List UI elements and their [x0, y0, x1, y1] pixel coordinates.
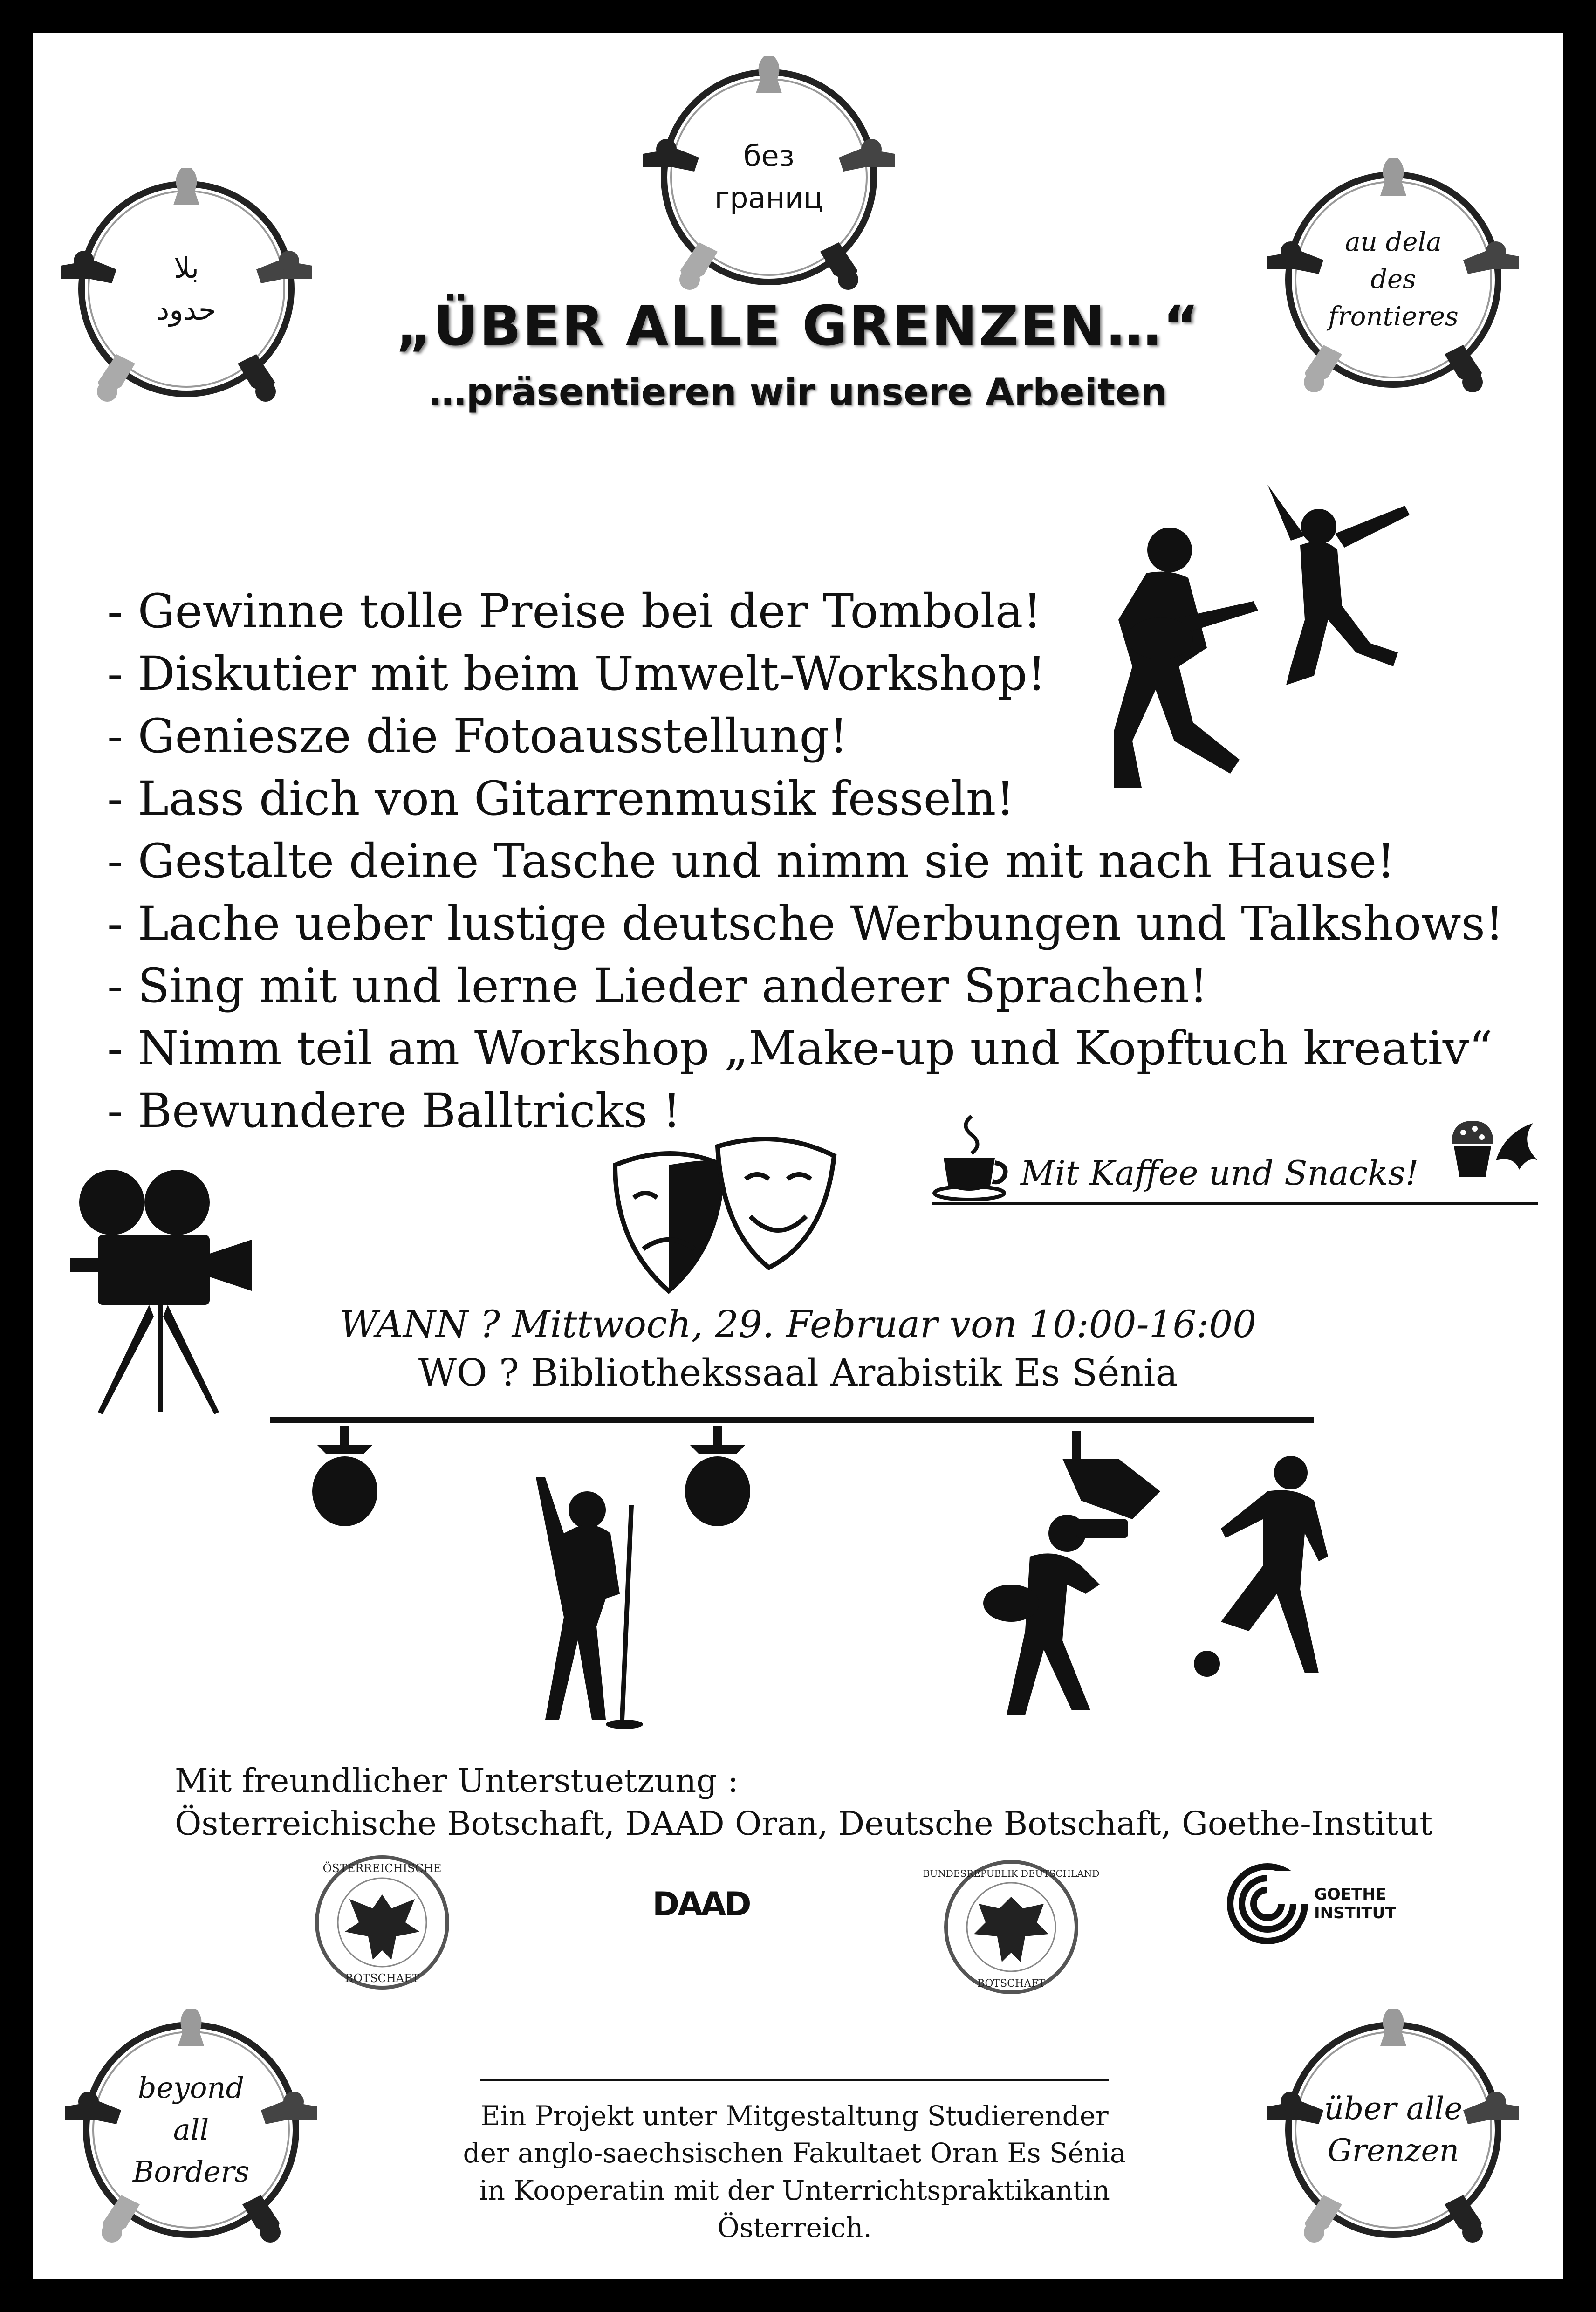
emblem-text: Borders: [132, 2154, 250, 2189]
credits-line: Ein Projekt unter Mitgestaltung Studierender: [480, 2100, 1109, 2132]
credits: [359, 2097, 1230, 2246]
goethe-text-line: INSTITUT: [1314, 1904, 1396, 1922]
emblem-text: beyond: [137, 2071, 245, 2105]
austrian-embassy-seal: [312, 1852, 452, 1992]
activities-list: [107, 580, 1505, 1142]
emblem-text: all: [173, 2113, 209, 2147]
list-item: - Diskutier mit beim Umwelt-Workshop!: [107, 646, 1046, 701]
seal-text: BOTSCHAFT: [977, 1978, 1046, 1990]
goethe-spiral-icon: [1226, 1862, 1309, 1946]
croissant-icon: [1486, 1118, 1542, 1188]
emblem-text: au dela: [1345, 227, 1442, 257]
singer-icon: [517, 1477, 666, 1729]
snacks-label: Mit Kaffee und Snacks!: [1021, 1153, 1419, 1193]
list-item: - Gestalte deine Tasche und nimm sie mit nach Hause!: [107, 834, 1396, 888]
emblem-bottom-right: [1263, 1999, 1524, 2260]
credits-line: Österreich.: [717, 2212, 872, 2243]
event-where: WO ? Bibliothekssaal Arabistik Es Sénia: [418, 1351, 1178, 1394]
spotlight-icon: [671, 1426, 764, 1529]
coffee-cup-icon: [932, 1111, 1011, 1205]
emblem-top-center: [638, 47, 899, 308]
emblem-text: حدود: [156, 293, 217, 327]
poster: [33, 33, 1563, 2279]
support-section: [175, 1759, 1526, 1845]
list-item: - Geniesze die Fotoausstellung!: [107, 709, 848, 763]
credits-line: der anglo-saechsischen Fakultaet Oran Es Sénia: [463, 2137, 1126, 2169]
credits-divider: [480, 2079, 1109, 2081]
event-when: WANN ? Mittwoch, 29. Februar von 10:00-16:00: [339, 1303, 1257, 1346]
event-info: [33, 1300, 1563, 1397]
poster-title: „ÜBER ALLE GRENZEN…“: [396, 294, 1200, 358]
emblem-text: بلا: [173, 251, 199, 285]
list-item: - Gewinne tolle Preise bei der Tombola!: [107, 584, 1042, 638]
seal-text: ÖSTERREICHISCHE: [322, 1862, 442, 1875]
credits-line: in Kooperatin mit der Unterrichtspraktikantin: [479, 2175, 1110, 2206]
emblem-bottom-left: [61, 1999, 322, 2260]
football-player-icon: [1198, 1454, 1347, 1687]
theater-masks-icon: [606, 1128, 848, 1305]
photographer-icon: [974, 1510, 1142, 1724]
poster-subtitle: …präsentieren wir unsere Arbeiten: [429, 370, 1167, 414]
emblem-text: des: [1370, 264, 1416, 295]
stage-rail: [270, 1417, 1314, 1423]
goethe-text-line: GOETHE: [1314, 1885, 1386, 1904]
emblem-text: über alle: [1324, 2091, 1463, 2127]
seal-text: BUNDESREPUBLIK DEUTSCHLAND: [923, 1868, 1100, 1879]
list-item: - Bewundere Balltricks !: [107, 1084, 681, 1138]
list-item: - Sing mit und lerne Lieder anderer Sprachen!: [107, 959, 1208, 1013]
german-embassy-seal: [923, 1857, 1100, 1997]
seal-text: BOTSCHAFT: [345, 1972, 419, 1985]
spotlight-icon: [298, 1426, 391, 1529]
emblem-text: Grenzen: [1327, 2133, 1459, 2168]
goethe-institut-logo: [1226, 1862, 1412, 1946]
emblem-text: frontieres: [1328, 302, 1459, 332]
list-item: - Lass dich von Gitarrenmusik fesseln!: [107, 771, 1015, 826]
snacks-note: [932, 1118, 1538, 1205]
support-heading: Mit freundlicher Unterstuetzung :: [175, 1762, 739, 1800]
support-sponsors: Österreichische Botschaft, DAAD Oran, Deutsche Botschaft, Goethe-Institut: [175, 1804, 1433, 1843]
emblem-text: без: [743, 139, 795, 173]
list-item: - Lache ueber lustige deutsche Werbungen und Talkshows!: [107, 896, 1504, 951]
emblem-text: границ: [714, 181, 823, 215]
list-item: - Nimm teil am Workshop „Make-up und Kopftuch kreativ“: [107, 1021, 1493, 1076]
daad-logo: DAAD: [652, 1885, 750, 1923]
